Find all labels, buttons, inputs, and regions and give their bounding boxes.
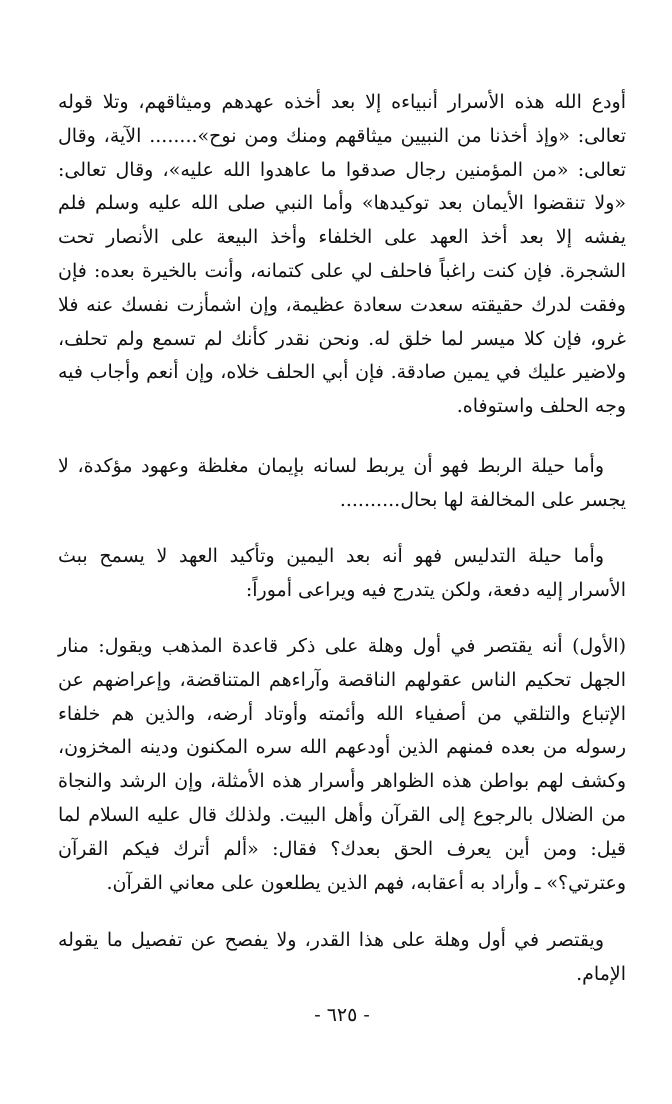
page-number: - ٦٢٥ - <box>314 1004 370 1026</box>
book-page <box>58 86 626 1086</box>
paragraph-first-glance: ويقتصر في أول وهلة على هذا القدر، ولا يفصح عن تفصيل ما يقوله الإمام. <box>58 929 626 985</box>
paragraph-deception-trick: وأما حيلة التدليس فهو أنه بعد اليمين وتأكيد العهد لا يسمح ببث الأسرار إليه دفعة، ولكن يتدرج فيه ويراعى أموراً: <box>58 545 626 601</box>
paragraph-binding-trick: وأما حيلة الربط فهو أن يربط لسانه بإيمان مغلظة وعهود مؤكدة، لا يجسر على المخالفة لها بحال.......... <box>58 455 626 511</box>
paragraph-oath-secrets: أودع الله هذه الأسرار أنبياءه إلا بعد أخذه عهدهم وميثاقهم، وتلا قوله تعالى: «وإذ أخذنا من النبيين ميثاقهم ومنك ومن نوح»........ الآية، وقال تعالى: «من المؤمنين رجال صدقوا ما عاهدوا الله عليه»، وقال تعالى: «ولا تنقضوا الأيمان بعد توكيدها» وأما النبي صلى الله عليه وسلم فلم يفشه إلا بعد أخذ العهد على الخلفاء وأخذ البيعة على الأنصار تحت الشجرة. فإن كنت راغباً فاحلف لي على كتمانه، وأنت بالخيرة بعده: فإن وفقت لدرك حقيقته سعدت سعادة عظيمة، وإن اشمأزت نفسك عنه فلا غرو، فإن كلا ميسر لما خلق له. ونحن نقدر كأنك لم تسمع ولم تحلف، ولاضير عليك في يمين صادقة. فإن أبي الحلف خلاه، وإن أنعم وأجاب فيه وجه الحلف واستوفاه. <box>58 91 626 418</box>
paragraph-first-matter: (الأول) أنه يقتصر في أول وهلة على ذكر قاعدة المذهب ويقول: منار الجهل تحكيم الناس عقولهم الناقصة وآراءهم المتناقضة، وإعراضهم عن الإتباع والتلقي من أصفياء الله وأئمته وأوتاد أرضه، والذين هم خلفاء رسوله من بعده فمنهم الذين أودعهم الله سره المكنون ودينه المخزون، وكشف لهم بواطن هذه الظواهر وأسرار هذه الأمثلة، وإن الرشد والنجاة من الضلال بالرجوع إلى القرآن وأهل البيت. ولذلك قال عليه السلام لما قيل: ومن أين يعرف الحق بعدك؟ فقال: «ألم أترك فيكم القرآن وعترتي؟» ـ وأراد به أعقابه، فهم الذين يطلعون على معاني القرآن. <box>58 635 626 894</box>
